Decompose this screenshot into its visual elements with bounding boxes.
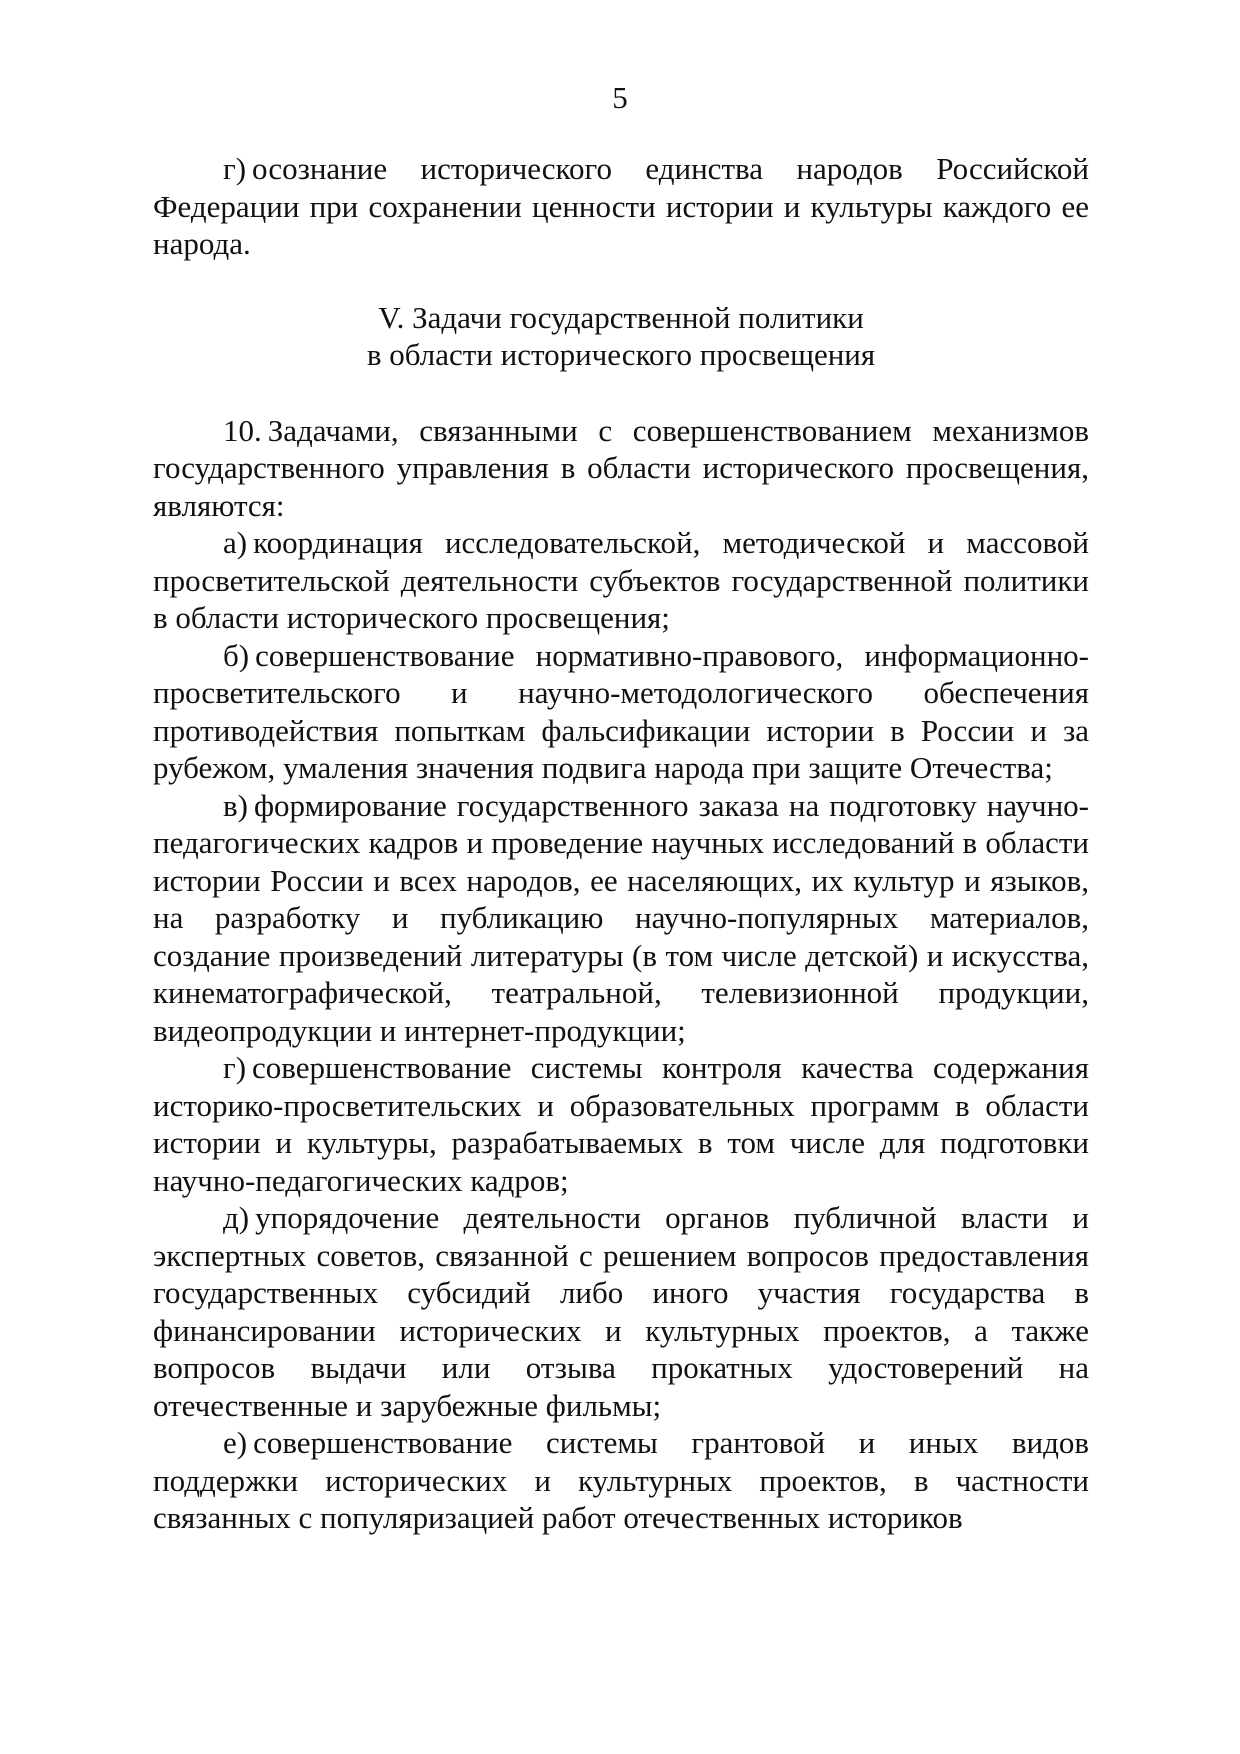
list-item-e (153, 1424, 1089, 1537)
item-text: формирование государственного заказа на подготовку научно-педагогических кадров и проведение научных исследований в области истории России и всех народов, ее населяющих, их культур и языков, на разработку и публикацию научно-популярных материалов, создание произведений литературы (в том числе детской) и искусства, кинематографической, театральной, телевизионной продукции, видеопродукции и интернет-продукции; (153, 787, 1089, 1048)
item-label: г) (223, 1050, 247, 1085)
item-text: совершенствование системы грантовой и иных видов поддержки исторических и культурных проектов, в частности связанных с популяризацией работ отечественных историков (153, 1425, 1089, 1535)
item-text: совершенствование системы контроля качества содержания историко-просветительских и образовательных программ в области истории и культуры, разрабатываемых в том числе для подготовки научно-педагогических кадров; (153, 1050, 1089, 1198)
list-item-d (153, 1199, 1089, 1424)
list-item-a (153, 524, 1089, 637)
section-heading-line-2: в области исторического просвещения (366, 337, 876, 372)
item-text: совершенствование нормативно-правового, информационно-просветительского и научно-методологического обеспечения противодействия попыткам фальсификации истории в России и за рубежом, умаления значения подвига народа при защите Отечества; (153, 637, 1089, 785)
item-text: осознание исторического единства народов Российской Федерации при сохранении ценности истории и культуры каждого ее народа. (153, 151, 1089, 261)
clause-text: Задачами, связанными с совершенствованием механизмов государственного управления в области исторического просвещения, являются: (153, 412, 1089, 523)
item-label: в) (223, 787, 248, 823)
item-label: д) (223, 1200, 250, 1235)
clause-number: 10. (223, 412, 262, 448)
list-item-g-intro (153, 150, 1089, 263)
list-item-g (153, 1049, 1089, 1199)
item-label: г) (223, 151, 247, 186)
item-label: е) (223, 1425, 248, 1460)
item-text: упорядочение деятельности органов публичной власти и экспертных советов, связанной с решением вопросов предоставления государственных субсидий либо иного участия государства в финансировании исторических и культурных проектов, а также вопросов выдачи или отзыва прокатных удостоверений на отечественные и зарубежные фильмы; (153, 1200, 1089, 1423)
item-label: б) (223, 637, 250, 673)
document-body (153, 150, 1089, 1537)
section-heading-line-1: V. Задачи государственной политики (378, 299, 864, 335)
item-label: а) (223, 525, 248, 560)
page-number: 5 (612, 80, 628, 115)
list-item-v (153, 787, 1089, 1050)
list-item-b (153, 637, 1089, 787)
section-heading (153, 299, 1089, 374)
item-text: координация исследовательской, методической и массовой просветительской деятельности субъектов государственной политики в области исторического просвещения; (153, 525, 1089, 635)
clause-10 (153, 412, 1089, 525)
